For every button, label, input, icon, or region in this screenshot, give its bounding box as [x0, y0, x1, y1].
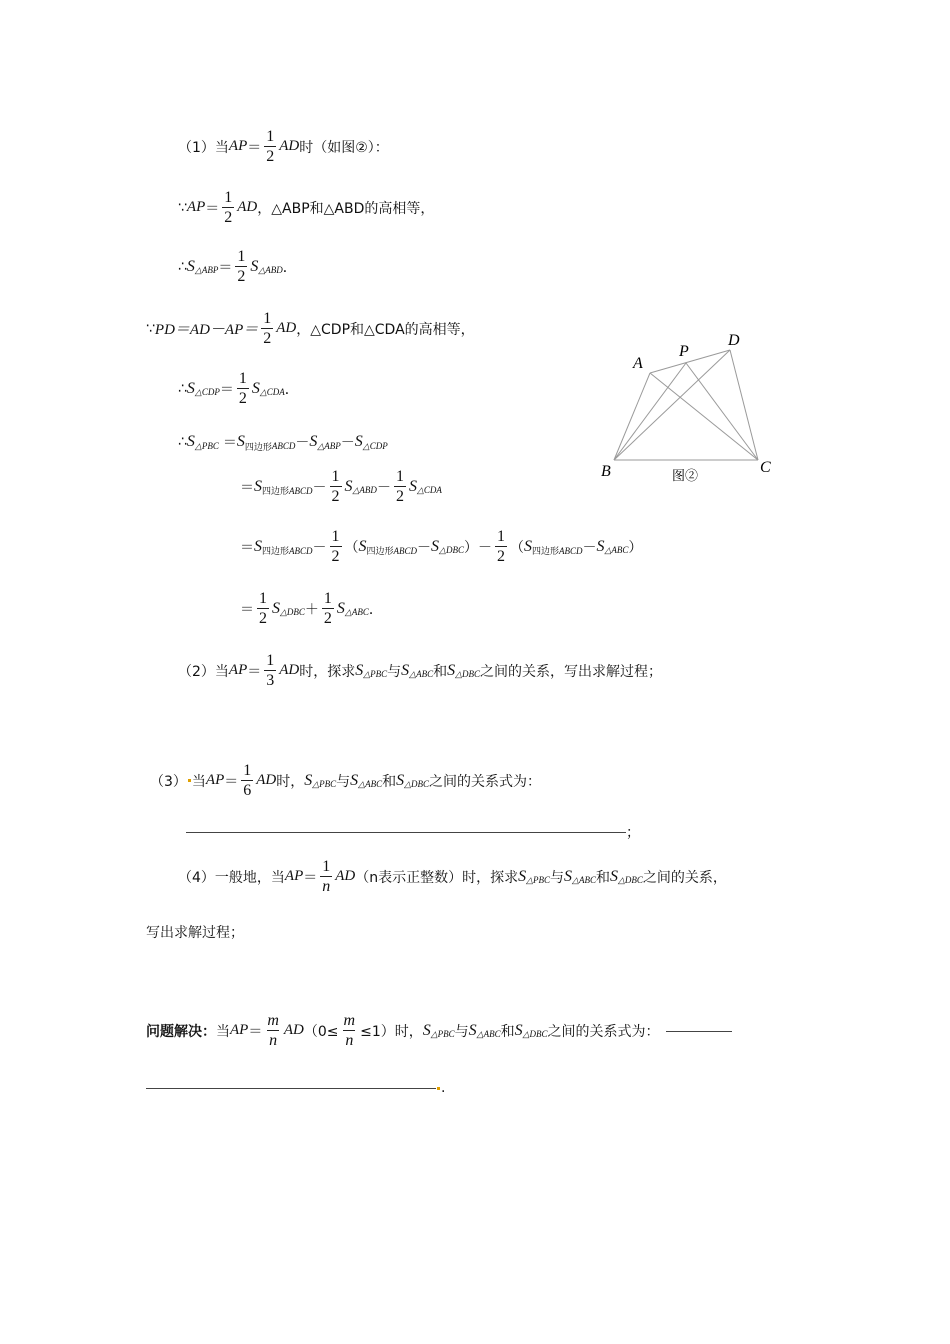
fraction-one-half: $\frac{1}{2}$ — [331, 528, 340, 565]
fraction-one-half: $\frac{1}{2}$ — [259, 590, 267, 627]
ap-term: AP — [228, 138, 248, 154]
fraction-one-half: $\frac{1}{2}$ — [496, 528, 505, 565]
fraction-m-over-n: $\frac{m}{n}$ — [343, 1012, 356, 1049]
ad-term: AD — [279, 138, 300, 154]
fraction-one-half: $\frac{1}{2}$ — [395, 468, 404, 505]
vertex-label-d: D — [728, 332, 740, 349]
fraction-one-half: $\frac{1}{2}$ — [237, 248, 246, 285]
part2-label: （2）当 — [178, 663, 229, 680]
solution-blank-line-2[interactable] — [146, 1087, 436, 1089]
part1-heading: （1）当 AP ＝ $\frac{1}{2}$ AD 时（如图②）： — [178, 128, 389, 165]
fraction-one-third: $\frac{1}{3}$ — [266, 652, 275, 689]
part2-line: （2）当 AP ＝ $\frac{1}{3}$ AD 时，探求 S △PBC 与 S △ABC 和 S △DBC 之间的关系，写出求解过程； — [178, 652, 663, 689]
fraction-one-sixth: $\frac{1}{6}$ — [243, 762, 252, 799]
solution-blank-line-1[interactable] — [666, 1030, 732, 1032]
fraction-one-half: $\frac{1}{2}$ — [238, 370, 247, 407]
solution-blank-row[interactable]: . — [146, 1080, 445, 1096]
vertex-label-c: C — [760, 459, 771, 476]
step-line-1: ＝ S 四边形 ABCD － $\frac{1}{2}$ S △ABD － $\frac{1}{2}$ S △CDA — [240, 468, 442, 505]
therefore-cdp-line: ∴ S △CDP ＝ $\frac{1}{2}$ S △CDA ． — [178, 370, 299, 407]
fraction-one-half: $\frac{1}{2}$ — [266, 128, 275, 165]
part3-answer-blank[interactable]: ； — [186, 822, 640, 842]
because-pd-line: ∵ PD＝AD－AP＝ $\frac{1}{2}$ AD ，△CDP和△CDA的高相等， — [146, 310, 475, 347]
because-ap-line: ∵ AP ＝ $\frac{1}{2}$ AD ，△ABP和△ABD的高相等， — [178, 189, 435, 226]
segment-pc — [686, 363, 758, 460]
fraction-one-half: $\frac{1}{2}$ — [263, 310, 272, 347]
segment-ac — [650, 373, 758, 460]
part3-line: （3） 当 AP ＝ $\frac{1}{6}$ AD 时， S △PBC 与 S △ABC 和 S △DBC 之间的关系式为： — [150, 762, 542, 799]
therefore-abp-line: ∴ S △ABP ＝ $\frac{1}{2}$ S △ABD ． — [178, 248, 297, 285]
part4-label: （4）一般地，当 — [178, 869, 285, 886]
vertex-label-p: P — [679, 343, 689, 360]
solution-heading: 问题解决： — [146, 1023, 216, 1040]
fraction-one-half: $\frac{1}{2}$ — [331, 468, 340, 505]
vertex-label-a: A — [633, 355, 643, 372]
segment-dc — [730, 350, 758, 460]
figure-caption: 图② — [672, 468, 699, 483]
figure-quadrilateral — [596, 328, 786, 488]
step-line-3: ＝ $\frac{1}{2}$ S △DBC ＋ $\frac{1}{2}$ S △ABC ． — [240, 590, 383, 627]
vertex-label-b: B — [601, 463, 611, 480]
segment-pb — [614, 363, 686, 460]
edit-marker — [188, 779, 191, 782]
therefore-pbc-line: ∴ S △PBC ＝ S 四边形 ABCD － S △ABP － S △CDP — [178, 433, 388, 452]
part4-line2: 写出求解过程； — [146, 925, 244, 941]
part4-line: （4）一般地，当 AP ＝ $\frac{1}{n}$ AD （n表示正整数）时，探求 S △PBC 与 S △ABC 和 S △DBC 之间的关系， — [178, 858, 727, 895]
fraction-m-over-n: $\frac{m}{n}$ — [267, 1012, 279, 1049]
fraction-one-over-n: $\frac{1}{n}$ — [322, 858, 331, 895]
part3-label: （3） — [150, 773, 187, 790]
fraction-one-half: $\frac{1}{2}$ — [323, 590, 332, 627]
answer-blank-line[interactable] — [186, 831, 626, 833]
step-line-2: ＝ S 四边形 ABCD － $\frac{1}{2}$ （ S 四边形 ABCD － S △DBC ） － $\frac{1}{2}$ （ S 四边形 ABCD － S △ABC ） — [240, 528, 643, 565]
solution-line: 问题解决： 当 AP ＝ $\frac{m}{n}$ AD （0≤ $\frac{m}{n}$ ≤1）时， S △PBC 与 S △ABC 和 S △DBC 之间的关系式为： — [146, 1012, 732, 1049]
part1-label: （1）当 — [178, 139, 229, 156]
edit-marker — [437, 1087, 440, 1090]
fraction-one-half: $\frac{1}{2}$ — [224, 189, 233, 226]
segment-ab — [614, 373, 650, 460]
